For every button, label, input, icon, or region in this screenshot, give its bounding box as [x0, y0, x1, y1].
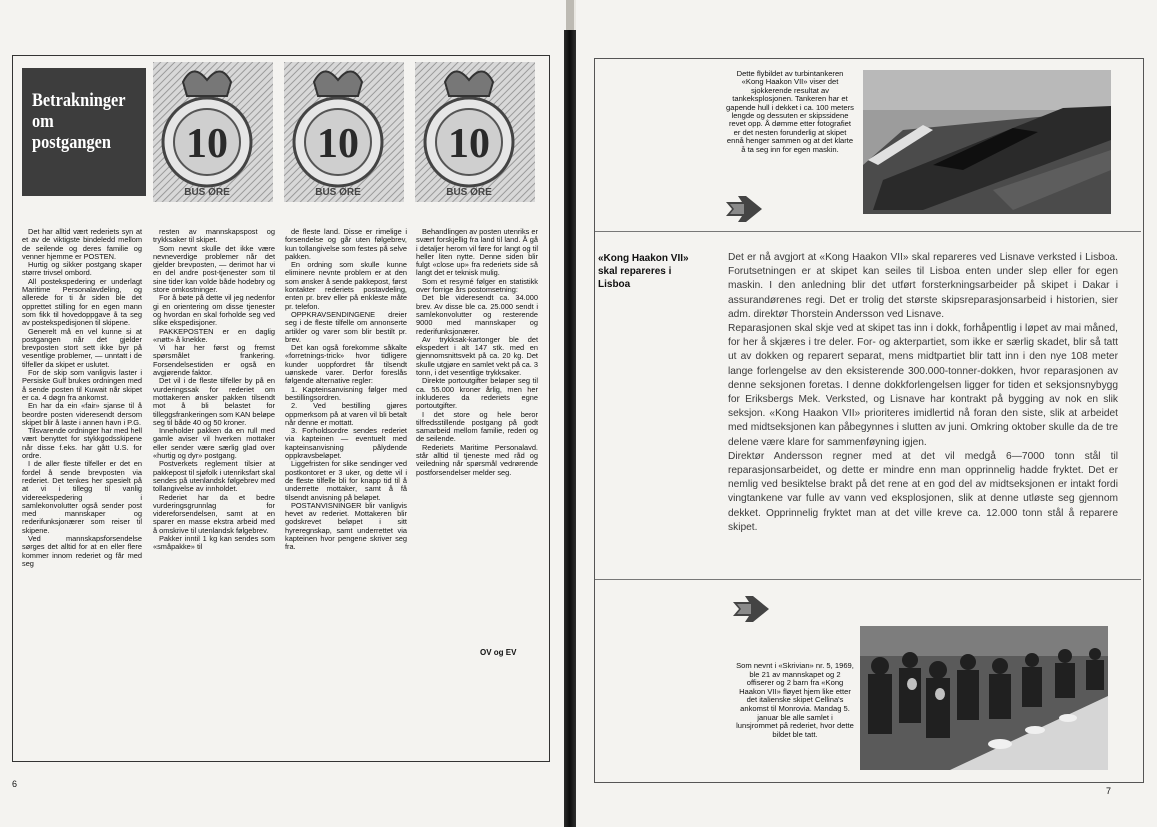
column-paragraph: 3. Forholdsordre sendes rederiet via kapteinen — eventuelt med kapteinsanvisning pålydende oppkravsbeløpet.: [285, 426, 407, 461]
crew-lunch-photo: [860, 626, 1108, 770]
column-paragraph: Ved mannskapsforsendelse sørges det alltid for at en eller flere kommer innom rederiet og får med seg: [22, 533, 142, 568]
column-paragraph: Behandlingen av posten utenriks er svært forskjellig fra land til land. Å gå i detaljer herom vil føre for langt og til heller liten nytte. Denne siden blir fulgt «close up» fra rederiets side så langt det er teknisk mulig.: [416, 227, 538, 278]
column-paragraph: All postekspedering er underlagt Maritime Personalavdeling, og allerede for ti år siden ble det opprettet stilling for en egen mann som fikk til hovedoppgave å ta seg av postekspedisjonen til skipene.: [22, 276, 142, 328]
arrow-icon: [724, 194, 764, 224]
column-paragraph: Rederiets Maritime Personalavd. står alltid til tjeneste med råd og veiledning når spørsmål vedrørende postforsendelser melder seg.: [416, 442, 538, 477]
article-body: [728, 251, 1118, 535]
column-paragraph: Det har alltid vært rederiets syn at et av de viktigste bindeledd mellom de seilende og deres familie og venner hjemme er POSTEN.: [22, 227, 142, 261]
column-paragraph: En har da ein «fair» sjanse til å beordre posten videresendt dersom skipet blir å laste i annen havn i P.G.: [22, 401, 142, 427]
photo-caption-top: Dette flybildet av turbintankeren «Kong Haakon VII» viser det sjokkerende resultat av tankeksplosjonen. Tankeren har et gapende hull i dekket i ca. 100 meters lengde og dessuten er skipssidene revet opp. Å dømme etter fotografiet er det nesten forunderlig at skipet ennå henger sammen og at det klarte å ta seg inn for egen maskin.: [726, 69, 854, 154]
column-paragraph: Det vil i de fleste tilfeller by på en vurderingssak for rederiet om mottakeren ønsker pakken tilsendt mot å bli belastet for tilleggsfrankeringen som KAN beløpe seg til både 40 og 50 kroner.: [153, 376, 276, 427]
column-paragraph: En ordning som skulle kunne eliminere nevnte problem er at den som ønsker å sende pakkepost, først kontakter rederiets postavdeling, enten pr. brev eller på enkleste måte pr. telefon.: [285, 260, 407, 311]
right-page: [576, 0, 1157, 827]
column-paragraph: OPPKRAVSENDINGENE dreier seg i de fleste tilfelle om annonserte artikler og varer som blir bestilt pr. brev.: [285, 309, 407, 344]
column-paragraph: Av trykksak-kartonger ble det ekspedert i alt 147 stk. med en gjennomsnittsvekt på ca. 20 kg. Det skulle utgjøre en samlet vekt på ca. 3 tonn, i det vesentlige trykksaker.: [416, 334, 539, 378]
column-paragraph: Som et resymé følger en statistikk over forrige års postomsetning:: [416, 276, 538, 295]
section-divider: [595, 579, 1141, 580]
column-paragraph: Som nevnt skulle det ikke være nevneverdige problemer når det gjelder brevposten, — derimot har vi en del andre post-tjenester som til sine tider kan volde både hodebry og store omkostninger.: [153, 243, 275, 295]
column-paragraph: Direkte portoutgifter beløper seg til ca. 55.000 kroner årlig, men her inkluderes da rederiets egne portoutgifter.: [416, 376, 538, 411]
svg-text:10: 10: [186, 121, 228, 167]
column-paragraph: For de skip som vanligvis laster i Persiske Gulf brukes ordningen med å sende posten til Kuwait når skipet er ca. 4 døgn fra ankomst.: [22, 368, 142, 402]
column-paragraph: Rederiet har da et bedre vurderingsgrunnlag for videreforsendelsen, samt at en sparer en masse ekstra arbeid med å omskrive til utenlandsk følgebrev.: [153, 492, 275, 535]
article-headline: «Kong Haakon VII» skal repareres i Lisboa: [598, 253, 689, 290]
text-column: [416, 228, 538, 477]
svg-text:BUS ØRE: BUS ØRE: [446, 187, 492, 198]
svg-text:10: 10: [448, 121, 490, 167]
author-signature: OV og EV: [480, 648, 517, 657]
column-paragraph: Vi har her først og fremst spørsmålet frankering. Forsendelsestiden er også en avgjørende faktor.: [153, 343, 275, 378]
column-paragraph: POSTANVISNINGER blir vanligvis hevet av rederiet. Mottakeren blir godskrevet beløpet i sitt hyreregnskap, samt underrettet via kapteinen hvor pengene skriver seg fra.: [285, 500, 407, 552]
column-paragraph: Pakker inntil 1 kg kan sendes som «småpakke» til: [153, 533, 275, 552]
column-paragraph: 1. Kapteinsanvisning følger med bestillingsordren.: [285, 384, 407, 402]
text-column: [285, 228, 407, 552]
column-paragraph: Generelt må en vel kunne si at postgangen når det gjelder brevposten stort sett ikke byr på vesentlige problemer, — unntatt i de tilfeller da skipet er uslutet.: [22, 326, 142, 369]
photo-caption-bottom: Som nevnt i «Skrivian» nr. 5, 1969, ble 21 av mannskapet og 2 offiserer og 2 barn fra «Kong Haakon VII» fløyet hjem like etter det italienske skipet Cellina's ankomst til Monrovia. Mandag 5. januar ble alle samlet i lunsjrommet på rederiet, hvor dette bildet ble tatt.: [736, 661, 854, 739]
column-paragraph: For å bøte på dette vil jeg nedenfor gi en orientering om disse tjenester og hvordan en skal forholde seg ved slike ekspedisjoner.: [153, 293, 275, 328]
stamp-image: [153, 62, 273, 202]
column-paragraph: I de aller fleste tilfeller er det en fordel å sende brevposten via rederiet. Det tenkes her spesielt på at vi i tillegg til vanlig videreekspedering i samlekonvolutter også sender post med mannskaper og rederifunksjonærer som reiser til skipene.: [22, 459, 142, 535]
column-paragraph: Postverkets reglement tilsier at pakkepost til sjøfolk i utenriksfart skal sendes på utenlandsk følgebrev med tollangivelse av innholdet.: [153, 459, 275, 494]
column-paragraph: Det kan også forekomme såkalte «forretnings-trick» hvor tidligere kunder uoppfordret får tilsendt uønskede varer. Derfor foreslås følgende alternative regler:: [285, 343, 407, 386]
page-number: 7: [1106, 786, 1112, 796]
aerial-tanker-photo: [863, 70, 1111, 214]
column-paragraph: resten av mannskapspost og trykksaker til skipet.: [153, 227, 275, 245]
text-column: [153, 228, 275, 552]
column-paragraph: Det ble videresendt ca. 34.000 brev. Av disse ble ca. 25.000 sendt i samlekonvolutter og resterende 9000 med mannskaper og rederifunksjonærer.: [416, 293, 538, 336]
column-paragraph: PAKKEPOSTEN er en daglig «nøtt» å knekke.: [153, 326, 275, 344]
column-paragraph: Hurtig og sikker postgang skaper større trivsel ombord.: [22, 260, 142, 278]
arrow-icon: [731, 594, 771, 624]
text-column: [22, 228, 142, 568]
article-title: Betrakninger om postgangen: [32, 90, 126, 153]
svg-text:BUS ØRE: BUS ØRE: [184, 187, 230, 198]
stamp-image: [415, 62, 535, 202]
section-divider: [595, 231, 1141, 232]
column-paragraph: Inneholder pakken da en rull med gamle aviser vil hverken mottaker eller sender være særlig glad over «hurtig og dyr» postgang.: [153, 426, 275, 461]
column-paragraph: 2. Ved bestilling gjøres oppmerksom på at varen vil bli betalt når denne er mottatt.: [285, 401, 407, 427]
stamp-image: [284, 62, 404, 202]
column-paragraph: I det store og hele beror tilfredsstillende postgang på godt samarbeid mellom familie, rederi og de seilende.: [416, 409, 538, 444]
column-paragraph: de fleste land. Disse er rimelige i forsendelse og går uten følgebrev, kun tollangivelse som festes på selve pakken.: [285, 227, 408, 261]
svg-text:10: 10: [317, 121, 359, 167]
gutter-shadow: [566, 0, 574, 30]
article-paragraph: Direktør Andersson regner med at det vil medgå 6—7000 tonn stål til reparasjonsarbeidet, og dette er mindre enn man opprinnelig hadde fryktet. Det er nemlig ved besiktelse brakt på det rene at en god del av midtseksjonen er intakt fordi vingtankene var fulle av vann ved eksplosjonen, slik at denne utløste seg gjennom dekket. Opprinnelig fryktet man at det ville kreve ca. 12.000 tonn stål å reparere skipet.: [728, 450, 1118, 533]
article-paragraph: Det er nå avgjort at «Kong Haakon VII» skal repareres ved Lisnave verksted i Lisboa. Forutsetningen er at skipet kan seiles til Lisboa enten under slep eller for egen maskin. I den anledning blir det utført forsterkningsarbeider på skipet i Dakar i assurandørenes regi. Det er trolig det største skipsreparasjonsarbeid i historien, sier adm. direktør Thorstein Andersson ved Lisnave.: [728, 252, 1118, 320]
column-paragraph: Liggefristen for slike sendinger ved postkontoret er 3 uker, og dette vil i de fleste tilfelle bli for knapp tid til å underrette mottaker, samt å få tilsendt anvisning på beløpet.: [285, 459, 407, 502]
article-paragraph: Reparasjonen skal skje ved at skipet tas inn i dokk, forhåpentlig i løpet av mai måned, for her å skjæres i tre deler. For- og akterpartiet, som ikke er særlig skadet, blir så tatt ut av dokken og reparert separat, mens midtpartiet blir tatt inn i den nye 108 meter lange forlengelse av den eksisterende 300.000-tonner-dokken, hvor reparasjonen av denne seksjonen foretas. I denne dokkforlengelsen ligger for tiden et seksjonsnybygg for Eriksbergs Mek. Verksted, og Lisnave har kontrakt på bygging av nok en slik seksjon. «Kong Haakon VII» prioriteres imidlertid nå foran den siste, slik at arbeidet med midtseksjonen kan påbegynnes i slutten av juni. Omkring oktober skulle da de tre delene være klare for sammenføyning igjen.: [728, 323, 1118, 448]
left-page: [0, 0, 566, 827]
page-number: 6: [12, 779, 18, 789]
column-paragraph: Tilsvarende ordninger har med hell vært benyttet for stykkgodsskipene når disse f.eks. har gått U.S. for ordre.: [22, 426, 142, 461]
svg-text:BUS ØRE: BUS ØRE: [315, 187, 361, 198]
article-title-box: [22, 62, 146, 200]
